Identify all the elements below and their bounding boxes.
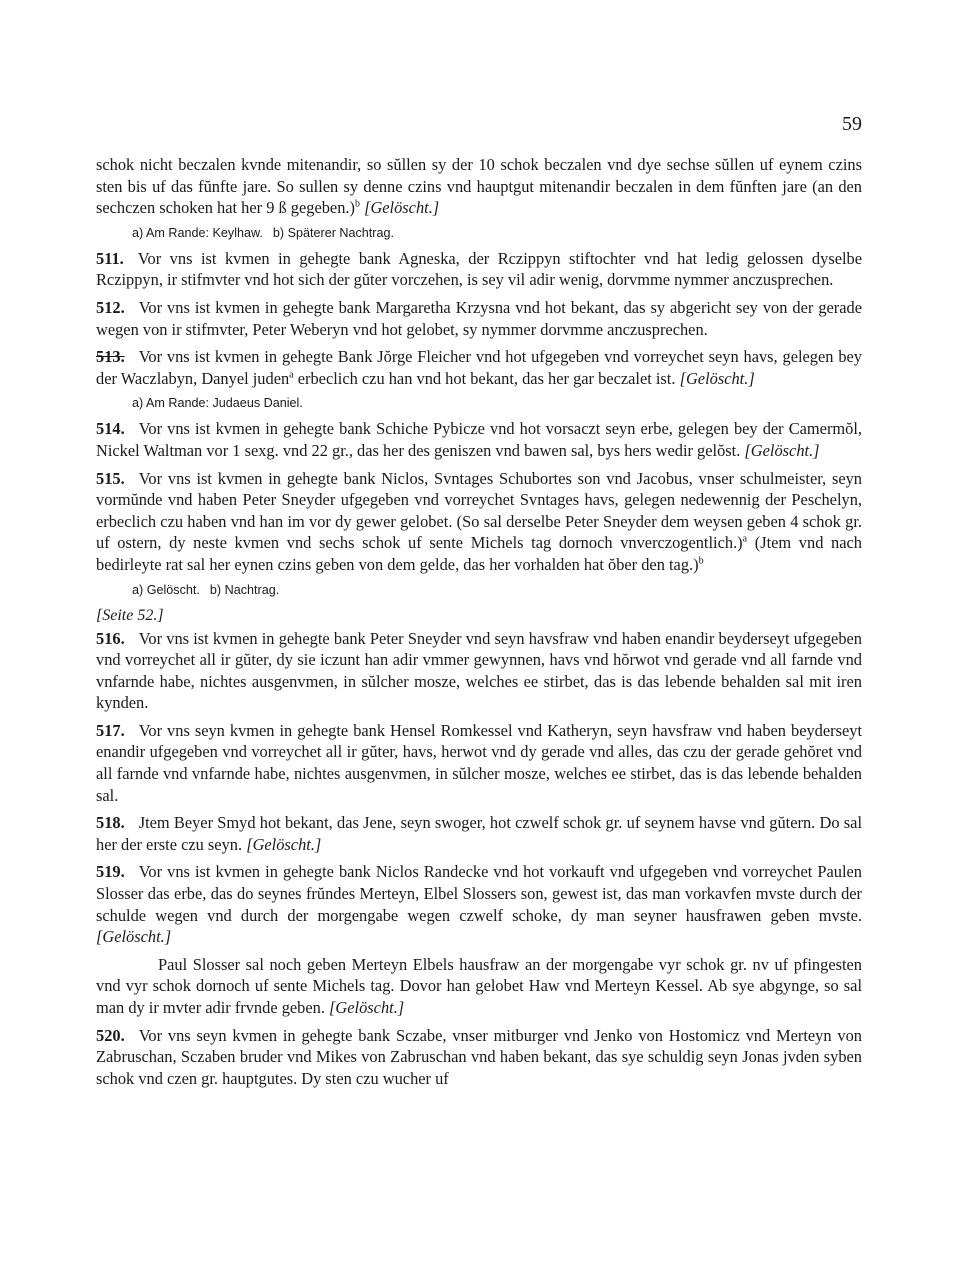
entry-513 <box>96 346 862 389</box>
footnote-a: a) Gelöscht. <box>132 582 200 597</box>
entry-number: 511. <box>96 248 124 268</box>
page-number: 59 <box>842 113 862 135</box>
entry-text-cont: (Jtem vnd nach bedirleyte rat sal her eynen czins geben von dem gelde, das her vorhalden hat ŏber den tag.) <box>96 533 862 574</box>
entry-519-addendum <box>96 954 862 1019</box>
entry-text: Paul Slosser sal noch geben Merteyn Elbels hausfraw an der morgengabe vyr schok gr. nv uf pfingesten vnd vyr schok dornoch uf sente Michels tag. Dovor han gelobet Haw vnd Merteyn Kessel. Ab sye abgynge, so sal man dy ir mvter adir frvnde geben. <box>96 954 862 1017</box>
entry-number: 517. <box>96 720 125 740</box>
footnote-b: b) Späterer Nachtrag. <box>272 225 395 240</box>
footnote-b: b) Nachtrag. <box>209 582 280 597</box>
entry-text: Vor vns ist kvmen in gehegte bank Niclos, Svntages Schubortes son vnd Jacobus, vnser schulmeister, seyn vormŭnde vnd haben Peter Sneyder ufgegeben vnd vorreychet Svntages havs, gelegen nedewennig der Peschelyn, erbeclich czu haben vnd han im vor dy gewer gelobet. (So sal derselbe Peter Sneyder dem weysen geben 4 schok gr. uf ostern, dy neste kvmen vnd sechs schok uf sente Michels tag dornoch vnverczogentlich.) <box>96 468 862 553</box>
paragraph-text: schok nicht beczalen kvnde mitenandir, so sŭllen sy der 10 schok beczalen vnd dye sechse sŭllen uf eynem czins sten bis uf das fŭnfte jare. So sullen sy denne czins vnd hauptgut mitenandir beczalen in dem fŭnften jare (an den sechczen schoken hat her 9 ß gegeben.) <box>96 155 862 218</box>
footnote-a: a) Am Rande: Judaeus Daniel. <box>132 396 303 411</box>
editorial-note: [Gelöscht.] <box>679 368 755 388</box>
editorial-note: [Gelöscht.] <box>96 927 172 947</box>
footnote-ref: a <box>742 533 748 545</box>
paragraph-continuation <box>96 154 862 219</box>
entry-511 <box>96 248 862 291</box>
entry-text: Jtem Beyer Smyd hot bekant, das Jene, seyn swoger, hot czwelf schok gr. uf seynem havse vnd gŭtern. Do sal her der erste czu seyn. <box>96 813 862 854</box>
entry-number: 512. <box>96 297 125 317</box>
footnote-ref: b <box>698 555 704 567</box>
entry-number: 518. <box>96 813 125 833</box>
entry-519 <box>96 861 862 947</box>
entry-number: 514. <box>96 419 125 439</box>
entry-text: Vor vns ist kvmen in gehegte bank Margaretha Krzysna vnd hot bekant, das sy abgericht sey von der gerade wegen von ir stifmvter, Peter Weberyn vnd hot gelobet, sy nymmer dorvmme anczusprechen. <box>96 297 862 339</box>
entry-number: 516. <box>96 628 125 648</box>
footnote-ref: a <box>289 369 294 381</box>
entry-512 <box>96 297 862 340</box>
entry-number: 515. <box>96 468 125 488</box>
entry-516 <box>96 628 862 714</box>
entry-515 <box>96 468 862 576</box>
entry-text-cont: erbeclich czu han vnd hot bekant, das her gar beczalet ist. <box>297 368 676 388</box>
footnotes <box>132 395 862 412</box>
editorial-note: [Gelöscht.] <box>329 998 405 1017</box>
entry-number: 519. <box>96 862 125 882</box>
footnotes <box>132 582 862 599</box>
entry-text: Vor vns seyn kvmen in gehegte bank Hensel Romkessel vnd Katheryn, seyn havsfraw vnd haben beyderseyt enandir ufgegeben vnd vorreychet all ir gŭter, havs, herwot vnd dy gerade vnd alles, das czu der gerade gehŏret vnd all farnde vnd vnfarnde habe, nichtes ausgenvmen, in sŭlcher mosze, welches ee stirbet, das is das lebende behalden sal. <box>96 720 862 805</box>
entry-517 <box>96 720 862 806</box>
entry-text: Vor vns seyn kvmen in gehegte bank Sczabe, vnser mitburger vnd Jenko von Hostomicz vnd Merteyn von Zabruschan, Sczaben bruder vnd Mikes von Zabruschan vnd haben bekant, das sye schuldig seyn Jonas jvden syben schok vnd czen gr. hauptgutes. Dy sten czu wucher uf <box>96 1025 862 1088</box>
entry-text: Vor vns ist kvmen in gehegte bank Niclos Randecke vnd hot vorkauft vnd ufgegeben vnd vorreychet Paulen Slosser das erbe, das do seynes frŭndes Merteyn, Elbel Slossers son, gewest ist, das man vorkavfen mvste durch der schulde wegen vnd durch der morgengabe wegen czwelf schoke, dy man seyner hausfrawen geben mvste. <box>96 862 862 925</box>
entry-text: Vor vns ist kvmen in gehegte Bank Jŏrge Fleicher vnd hot ufgegeben vnd vorreychet seyn havs, gelegen bey der Waczlabyn, Danyel juden <box>96 347 862 388</box>
document-body <box>96 154 862 1095</box>
footnotes <box>132 225 862 242</box>
entry-number: 520. <box>96 1025 125 1045</box>
footnote-a: a) Am Rande: Keylhaw. <box>132 225 263 240</box>
entry-518 <box>96 812 862 855</box>
entry-number: 513. <box>96 347 125 367</box>
page-reference: [Seite 52.] <box>96 606 164 624</box>
entry-text: Vor vns ist kvmen in gehegte bank Peter Sneyder vnd seyn havsfraw vnd haben enandir beyderseyt ufgegeben vnd vorreychet all ir gŭter, dy sie iczunt han adir vmmer gewynnen, havs vnd hŏrwot vnd gerade vnd all farnde vnd vnfarnde habe, nichtes ausgenvmen, in sŭlcher mosze, welches ee stirbet, das is das lebende behalden sal mit iren kynden. <box>96 628 862 713</box>
editorial-note: [Gelöscht.] <box>364 198 440 218</box>
entry-text: Vor vns ist kvmen in gehegte bank Agneska, der Rczippyn stiftochter vnd hat ledig gelossen dyselbe Rczippyn, ir stifmvter vnd hot sich der gŭter vorczehen, is sey vil adir wenig, dorvmme nymmer anczusprechen. <box>96 248 862 290</box>
entry-520 <box>96 1025 862 1090</box>
footnote-ref: b <box>354 198 360 210</box>
editorial-note: [Gelöscht.] <box>744 440 820 460</box>
entry-514 <box>96 418 862 461</box>
editorial-note: [Gelöscht.] <box>246 834 322 854</box>
entry-text: Vor vns ist kvmen in gehegte bank Schiche Pybicze vnd hot vorsaczt seyn erbe, gelegen bey der Camermŏl, Nickel Waltman vor 1 sexg. vnd 22 gr., das her des geniszen vnd bawen sal, bys hers wedir gelŏst. <box>96 419 862 460</box>
